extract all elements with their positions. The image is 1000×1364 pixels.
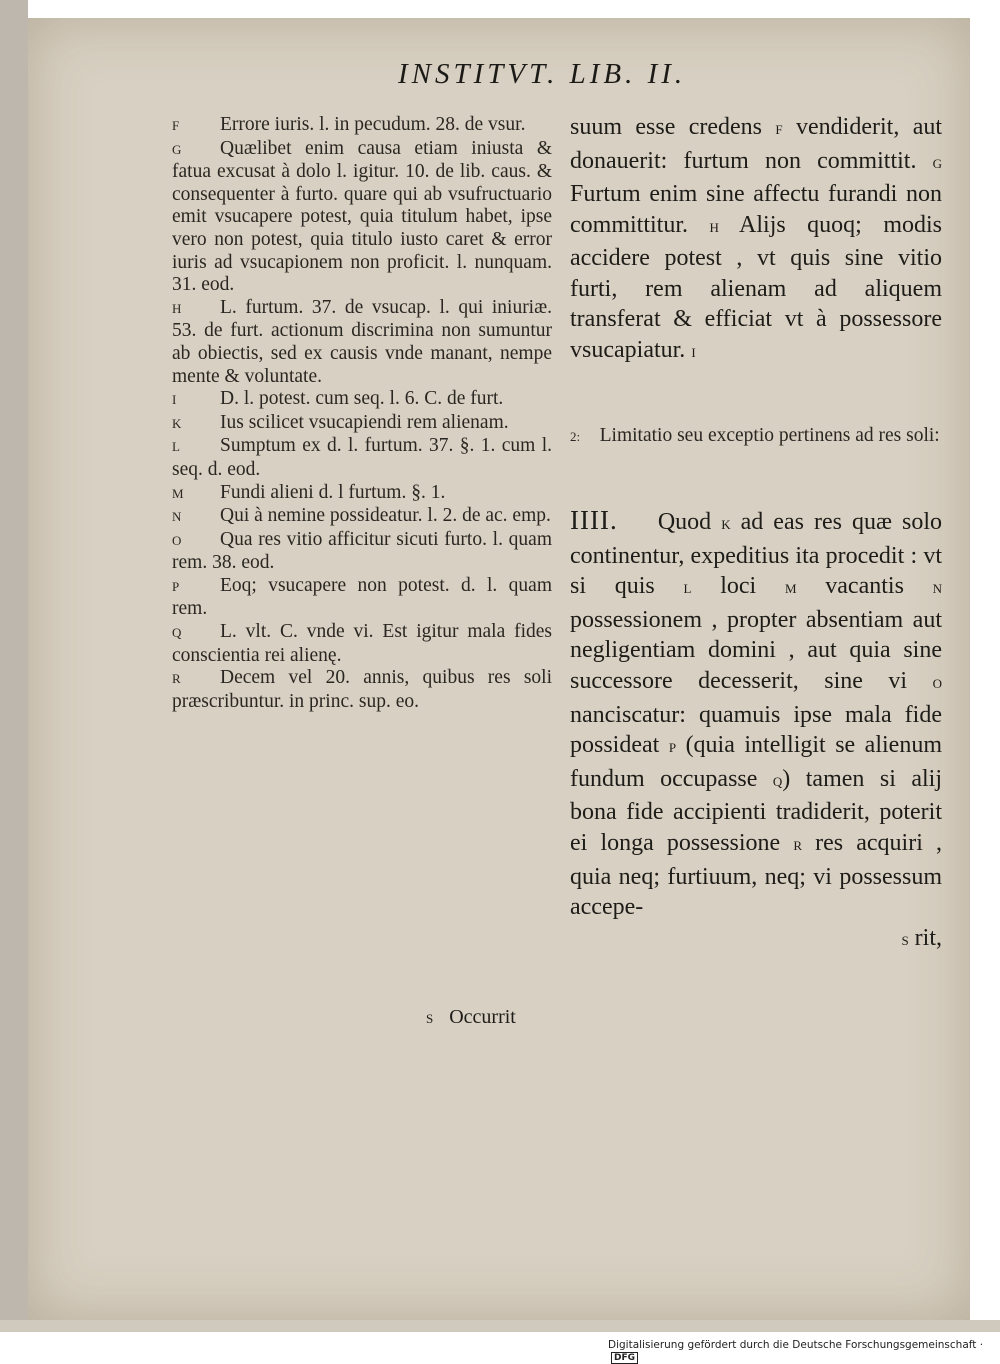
main-paragraph [570,112,942,368]
note-marker: I [172,392,177,408]
text-run: ad eas res quæ solo continentur, expeditius ita procedit : vt si quis [570,509,943,600]
note-text: Eoq; vsucapere non potest. d. l. quam rem. [172,574,552,620]
ref-marker: R [793,837,803,853]
rubric-number: 2: [570,429,581,444]
note-marker: Q [172,625,182,641]
text-run: res acquiri , quia neq; furtiuum, neq; vi possessum accepe- [570,829,942,921]
note-q [172,621,552,667]
note-marker: G [172,141,182,157]
note-k [172,412,552,436]
note-n [172,505,552,529]
text-run: nanciscatur: quamuis ipse mala fide possideat [570,701,942,759]
text-run: possessionem , propter absentiam aut negligentiam domini , aut quia sine successore decesserit, sine vi [570,606,942,694]
ref-marker: O [932,675,942,691]
note-text: Errore iuris. l. in pecudum. 28. de vsur. [220,114,526,135]
marginal-notes-column [172,114,552,713]
note-marker: N [172,509,182,525]
ref-marker: K [721,517,731,532]
catchword-text: Occurrit [449,1006,516,1028]
note-marker: L [172,439,180,455]
ref-marker: N [932,581,943,597]
catchword [426,1006,516,1029]
text-run: Furtum enim sine affectu furandi non committitur. [570,181,942,238]
note-r [172,667,552,713]
catchword-marker: S [426,1011,434,1026]
ref-marker: S [901,932,909,948]
note-marker: M [172,485,184,501]
ref-marker: L [683,581,692,597]
note-text: Quælibet enim causa etiam iniusta & fatua excusat à dolo l. igitur. 10. de lib. caus. & consequenter à furto. quare qui ab vsufructuario emit vsucapere potest, quia titulum habet, ipse vero non potest, quia titulo iusto caret & error iuris ad vsucapionem non proficit. l. nunquam. 31. eod. [172,137,552,296]
text-run: (quia intelligit se alienum fundum occupasse [570,732,942,792]
note-text: D. l. potest. cum seq. l. 6. C. de furt. [220,388,504,410]
main-text-top [570,112,942,368]
note-text: Decem vel 20. annis, quibus res soli præscribuntur. in princ. sup. eo. [172,667,552,712]
note-h [172,297,552,388]
ref-marker: G [932,155,943,171]
dfg-logo: DFG [611,1352,638,1364]
note-f [172,114,552,138]
note-i [172,388,552,412]
text-run: ) tamen si alij bona fide accipienti tradiderit, poterit ei longa possessione [570,765,943,856]
note-m [172,482,552,506]
text-run: vacantis [825,573,904,600]
note-marker: R [172,671,181,687]
section-rubric [570,424,942,448]
ref-marker: I [691,344,696,360]
note-o [172,529,552,575]
scan-bottom-margin [0,1320,1000,1332]
ref-marker: Q [772,773,783,789]
text-run: Alijs quoq; modis accidere potest , vt quis sine vitio furti, rem alienam ad aliquem transferat & efficiat vt à possessore vsucapiatur. [570,211,942,363]
text-run: vendiderit, aut donauerit: furtum non committit. [570,114,943,174]
note-marker: H [172,300,182,316]
note-text: Qui à nemine possideatur. l. 2. de ac. emp. [220,505,551,527]
ref-marker: F [775,122,783,137]
main-text-section [570,505,942,956]
note-l [172,435,552,481]
note-marker: P [172,578,180,594]
note-marker: O [172,532,182,548]
note-p [172,575,552,621]
ref-marker: P [668,740,677,756]
note-text: L. vlt. C. vnde vi. Est igitur mala fides conscientia rei alienę. [172,621,552,666]
footer-text: Digitalisierung gefördert durch die Deutsche Forschungsgemeinschaft · [608,1339,984,1351]
note-text: Fundi alieni d. l furtum. §. 1. [220,481,446,503]
note-text: Ius scilicet vsucapiendi rem alienam. [220,411,509,433]
note-marker: K [172,415,182,431]
text-run: rit, [914,924,942,951]
running-header: INSTITVT. LIB. II. [398,58,687,90]
section-number: IIII. [570,505,618,535]
ref-marker: H [709,219,719,235]
ref-marker: M [784,581,797,597]
text-run: Quod [657,509,712,535]
text-run: suum esse credens [570,114,763,140]
main-paragraph [570,505,942,956]
digitization-footer [608,1339,1000,1364]
note-marker: F [172,118,180,133]
note-text: Sumptum ex d. l. furtum. 37. §. 1. cum l. seq. d. eod. [172,435,552,480]
text-run: loci [720,573,757,600]
note-g [172,138,552,297]
rubric-text: Limitatio seu exceptio pertinens ad res soli: [599,425,940,446]
note-text: Qua res vitio afficitur sicuti furto. l. quam rem. 38. eod. [172,528,552,574]
scan-margin [0,0,28,1330]
note-text: L. furtum. 37. de vsucap. l. qui iniuriæ. 53. de furt. actionum discrimina non sumuntur ab obiectis, sed ex causis vnde manant, nempe mente & voluntate. [172,296,552,387]
